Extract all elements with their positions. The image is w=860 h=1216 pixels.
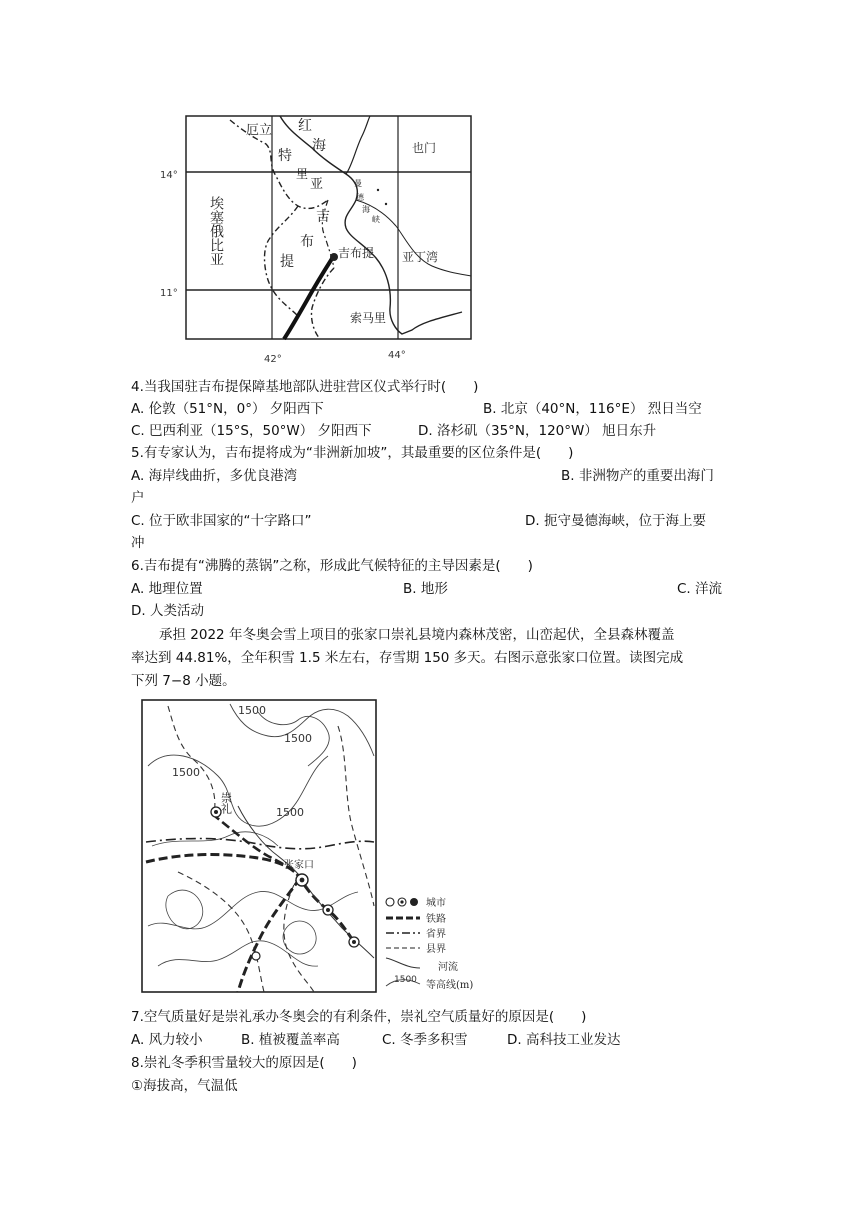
map1-label-red-sea-1: 红	[298, 118, 312, 134]
q6-option-b[interactable]: B. 地形	[403, 581, 448, 597]
map2-contour-4: 1500	[276, 806, 304, 819]
q4-option-c[interactable]: C. 巴西利亚（15°S，50°W） 夕阳西下	[131, 423, 372, 439]
map2-contour-1: 1500	[238, 704, 266, 717]
map1-label-gulf: 亚丁湾	[402, 250, 439, 264]
q7-option-a[interactable]: A. 风力较小	[131, 1032, 203, 1048]
q6-stem: 6.吉布提有“沸腾的蒸锅”之称，形成此气候特征的主导因素是( )	[131, 558, 533, 574]
map2-contour-2: 1500	[284, 732, 312, 745]
map1-label-asia: 亚	[310, 177, 324, 192]
legend-city: 城市	[426, 898, 446, 909]
map1-lat-14: 14°	[160, 170, 178, 181]
q4-option-d[interactable]: D. 洛杉矶（35°N，120°W） 旭日东升	[418, 423, 657, 439]
legend-contour-value: 1500	[394, 975, 417, 985]
map1-lat-11: 11°	[160, 288, 178, 299]
q5-option-d[interactable]: D. 扼守曼德海峡，位于海上要	[525, 513, 706, 529]
q5-option-b-wrap: 户	[131, 490, 145, 506]
q5-option-d-wrap: 冲	[131, 535, 145, 551]
map1-lon-44: 44°	[388, 350, 406, 361]
map1-label-strait-2: 德	[356, 193, 364, 202]
map1-label-yemen: 也门	[412, 141, 437, 155]
passage-line-3: 下列 7−8 小题。	[131, 673, 236, 689]
zhangjiakou-map	[138, 696, 508, 998]
map1-label-djibouti-3: 提	[280, 254, 294, 270]
legend-railway: 铁路	[426, 914, 446, 925]
map1-label-somalia: 索马里	[350, 311, 387, 325]
map1-label-eritrea-2: 特	[278, 148, 292, 164]
q7-option-c[interactable]: C. 冬季多积雪	[382, 1032, 468, 1048]
legend-river: 河流	[438, 962, 458, 973]
map1-label-red-sea-2: 海	[312, 138, 326, 154]
passage-line-2: 率达到 44.81%，全年积雪 1.5 米左右，存雪期 150 多天。右图示意张家口位置。读图完成	[131, 650, 684, 666]
q5-option-c[interactable]: C. 位于欧非国家的“十字路口”	[131, 513, 312, 529]
q6-option-a[interactable]: A. 地理位置	[131, 581, 203, 597]
q7-option-b[interactable]: B. 植被覆盖率高	[241, 1032, 340, 1048]
map1-label-city: 吉布提	[338, 246, 375, 260]
legend-province: 省界	[426, 929, 446, 940]
q4-stem: 4.当我国驻吉布提保障基地部队进驻营区仪式举行时( )	[131, 379, 479, 395]
q7-stem: 7.空气质量好是崇礼承办冬奥会的有利条件，崇礼空气质量好的原因是( )	[131, 1009, 587, 1025]
legend-contour: 等高线(m)	[426, 980, 474, 991]
djibouti-map	[150, 108, 480, 370]
q4-option-b[interactable]: B. 北京（40°N，116°E） 烈日当空	[483, 401, 702, 417]
q6-option-d[interactable]: D. 人类活动	[131, 603, 204, 619]
map1-label-strait-3: 海	[362, 205, 370, 214]
map2-contour-3: 1500	[172, 766, 200, 779]
map1-lon-42: 42°	[264, 354, 282, 365]
map1-label-ethiopia: 埃塞俄比亚	[208, 196, 224, 266]
q5-option-a[interactable]: A. 海岸线曲折，多优良港湾	[131, 468, 298, 484]
map1-label-djibouti-2: 布	[300, 234, 314, 250]
q7-option-d[interactable]: D. 高科技工业发达	[507, 1032, 621, 1048]
map1-label-djibouti-1: 吉	[316, 209, 330, 225]
map2-label-zhangjiakou: 张家口	[284, 860, 314, 871]
passage-line-1: 承担 2022 年冬奥会雪上项目的张家口崇礼县境内森林茂密，山峦起伏，全县森林覆盖	[159, 627, 675, 643]
map1-label-eritrea: 厄立	[246, 123, 273, 138]
q8-stem: 8.崇礼冬季积雪量较大的原因是( )	[131, 1055, 357, 1071]
q5-stem: 5.有专家认为，吉布提将成为“非洲新加坡”，其最重要的区位条件是( )	[131, 445, 574, 461]
q5-option-b[interactable]: B. 非洲物产的重要出海门	[561, 468, 714, 484]
map1-label-strait-1: 曼	[354, 179, 362, 188]
map2-label-chongli: 崇礼	[219, 792, 233, 814]
map1-label-strait-4: 峡	[372, 215, 380, 224]
q6-option-c[interactable]: C. 洋流	[677, 581, 723, 597]
legend-county: 县界	[426, 944, 446, 955]
q4-option-a[interactable]: A. 伦敦（51°N，0°） 夕阳西下	[131, 401, 324, 417]
q8-item-1: ①海拔高，气温低	[131, 1078, 238, 1094]
map1-label-eritrea-3: 里	[296, 167, 309, 181]
